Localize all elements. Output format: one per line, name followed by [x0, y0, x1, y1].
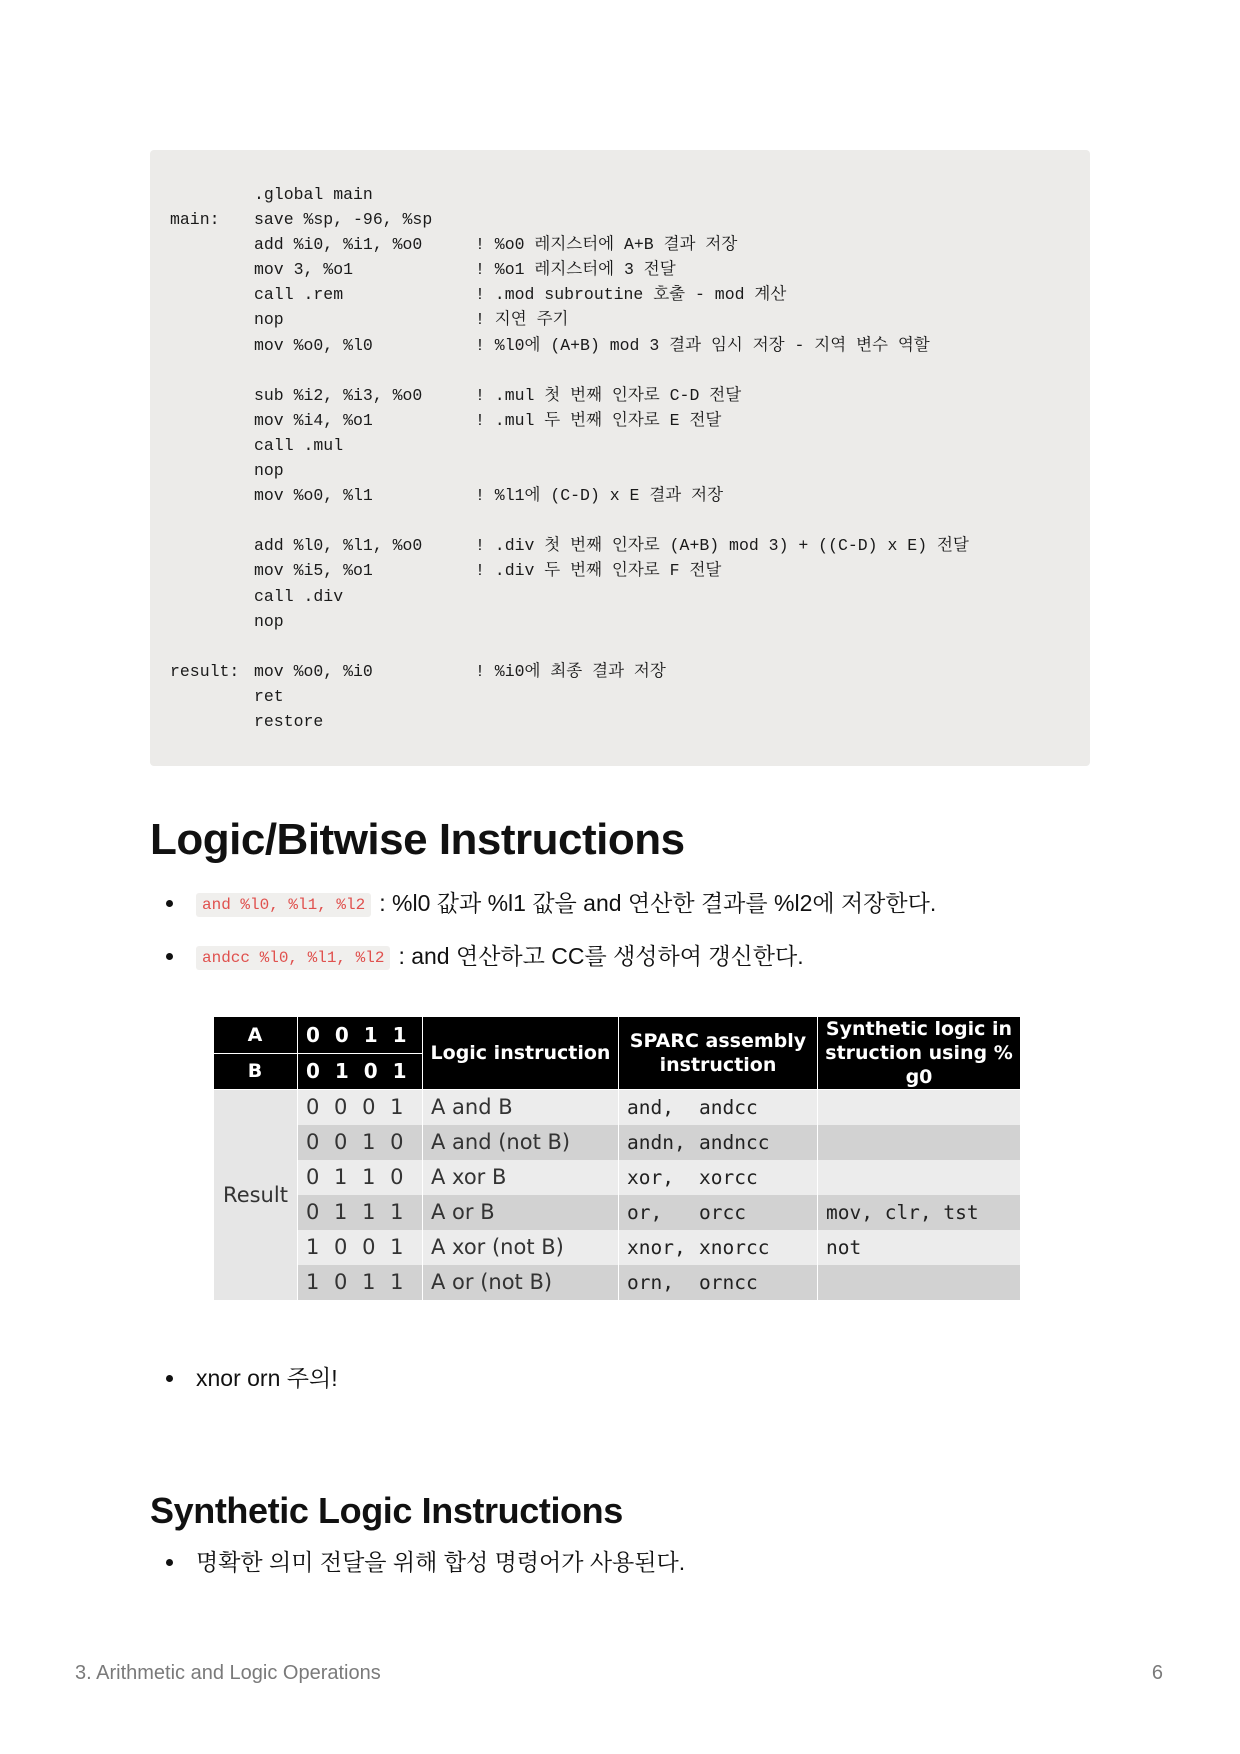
result-bits	[298, 1125, 423, 1160]
code-comment: ! %l0에 (A+B) mod 3 결과 임시 저장 - 지역 변수 역할	[475, 335, 930, 355]
result-bits-value: 1 0 0 1	[306, 1235, 408, 1259]
code-line	[170, 609, 1090, 634]
sparc-op: or,	[627, 1200, 663, 1224]
table-row	[214, 1265, 1021, 1300]
table-row	[214, 1160, 1021, 1195]
logic-instruction: A or B	[423, 1195, 619, 1230]
code-line	[170, 584, 1090, 609]
sparc-instruction	[619, 1230, 818, 1265]
code-instruction: .global main	[254, 185, 373, 204]
code-line	[170, 383, 1090, 408]
sparc-op-cc: orcc	[699, 1200, 746, 1224]
code-line	[170, 307, 1090, 332]
footer-chapter-title: 3. Arithmetic and Logic Operations	[75, 1662, 381, 1684]
code-line	[170, 458, 1090, 483]
code-line	[170, 358, 1090, 383]
code-instruction: nop	[254, 461, 284, 481]
result-bits	[298, 1090, 423, 1125]
bullet-xnor-orn-text: xnor orn 주의!	[196, 1365, 338, 1391]
header-sparc-line-2: instruction	[659, 1054, 777, 1076]
result-bits-value: 0 1 1 1	[306, 1200, 408, 1224]
code-comment: ! .div 첫 번째 인자로 (A+B) mod 3) + ((C-D) x E) 전달	[475, 536, 969, 556]
sparc-op: andn,	[627, 1130, 686, 1154]
code-line	[170, 558, 1090, 583]
result-bits	[298, 1160, 423, 1195]
synthetic-instruction	[818, 1125, 1021, 1160]
sparc-op-cc: orncc	[699, 1270, 758, 1294]
header-logic-instruction: Logic instruction	[423, 1017, 619, 1090]
header-synthetic-logic	[818, 1017, 1021, 1090]
logic-instruction: A xor (not B)	[423, 1230, 619, 1265]
code-instruction: ret	[254, 686, 284, 706]
code-label: main:	[170, 210, 220, 230]
code-line	[170, 684, 1090, 709]
code-instruction: nop	[254, 611, 284, 631]
section-title-synthetic-logic: Synthetic Logic Instructions	[150, 1490, 623, 1531]
sparc-op: orn,	[627, 1270, 674, 1294]
sparc-op: and,	[627, 1095, 674, 1119]
code-line	[170, 182, 1090, 207]
table-row	[214, 1125, 1021, 1160]
sparc-instruction	[619, 1265, 818, 1300]
sparc-instruction	[619, 1195, 818, 1230]
code-comment: ! 지연 주기	[475, 310, 569, 330]
synthetic-instruction	[818, 1265, 1021, 1300]
code-block	[150, 150, 1090, 766]
code-comment: ! %o1 레지스터에 3 전달	[475, 260, 676, 280]
header-synth-line-1: Synthetic logic in	[825, 1018, 1013, 1040]
synthetic-instruction: mov, clr, tst	[818, 1195, 1021, 1230]
b-bits: 0 1 0 1	[306, 1059, 411, 1084]
bullet-synthetic-text: 명확한 의미 전달을 위해 합성 명령어가 사용된다.	[196, 1549, 686, 1575]
sparc-op: xnor,	[627, 1235, 686, 1259]
inline-code-andcc: andcc %l0, %l1, %l2	[196, 946, 390, 970]
sparc-op-cc: xorcc	[699, 1165, 758, 1189]
code-line	[170, 257, 1090, 282]
code-line	[170, 333, 1090, 358]
footer-page-number: 6	[1151, 1662, 1163, 1684]
sparc-op-cc: xnorcc	[699, 1235, 770, 1259]
a-bits: 0 0 1 1	[306, 1022, 411, 1047]
header-a-label: A	[214, 1017, 298, 1054]
sparc-op: xor,	[627, 1165, 674, 1189]
code-instruction: save %sp, -96, %sp	[254, 210, 433, 230]
synthetic-instruction: not	[818, 1230, 1021, 1265]
header-sparc-line-1: SPARC assembly	[629, 1030, 807, 1052]
code-line	[170, 483, 1090, 508]
code-line	[170, 709, 1090, 734]
code-instruction: call .rem	[254, 285, 344, 305]
code-instruction: mov 3, %o1	[254, 260, 354, 280]
table-row	[214, 1090, 1021, 1125]
table-row	[214, 1195, 1021, 1230]
sparc-op-cc: andncc	[699, 1130, 770, 1154]
sparc-op-cc: andcc	[699, 1095, 758, 1119]
result-bits	[298, 1230, 423, 1265]
section-title-logic-bitwise: Logic/Bitwise Instructions	[150, 815, 685, 864]
code-instruction: mov %o0, %l0	[254, 335, 373, 355]
code-line	[170, 232, 1090, 257]
result-label: Result	[214, 1090, 298, 1300]
code-instruction: mov %i5, %o1	[254, 561, 373, 581]
code-instruction: sub %i2, %i3, %o0	[254, 385, 423, 405]
header-synth-line-3: g0	[905, 1066, 933, 1088]
code-line	[170, 207, 1090, 232]
header-synth-line-2: struction using %	[825, 1042, 1013, 1064]
result-bits-value: 1 0 1 1	[306, 1270, 408, 1294]
result-bits	[298, 1195, 423, 1230]
code-line	[170, 433, 1090, 458]
code-line	[170, 408, 1090, 433]
bullet-and-text: : %l0 값과 %l1 값을 and 연산한 결과를 %l2에 저장한다.	[379, 890, 937, 916]
header-sparc-assembly	[619, 1017, 818, 1090]
code-instruction: call .div	[254, 586, 344, 606]
code-instruction: add %l0, %l1, %o0	[254, 536, 423, 556]
header-b-bits	[298, 1053, 423, 1090]
code-comment: ! %l1에 (C-D) x E 결과 저장	[475, 486, 724, 506]
code-line	[170, 282, 1090, 307]
logic-instruction: A or (not B)	[423, 1265, 619, 1300]
logic-instruction-table	[213, 1016, 1021, 1300]
result-bits-value: 0 0 0 1	[306, 1095, 408, 1120]
logic-instruction: A xor B	[423, 1160, 619, 1195]
result-bits-value: 0 1 1 0	[306, 1165, 408, 1189]
sparc-instruction	[619, 1090, 818, 1125]
synthetic-instruction	[818, 1090, 1021, 1125]
logic-instruction: A and (not B)	[423, 1125, 619, 1160]
header-b-label: B	[214, 1053, 298, 1090]
logic-instruction: A and B	[423, 1090, 619, 1125]
code-line	[170, 659, 1090, 684]
inline-code-and: and %l0, %l1, %l2	[196, 893, 371, 917]
code-label: result:	[170, 661, 240, 681]
code-instruction: call .mul	[254, 435, 344, 455]
code-line	[170, 533, 1090, 558]
code-comment: ! .mul 첫 번째 인자로 C-D 전달	[475, 385, 742, 405]
bullet-andcc-text: : and 연산하고 CC를 생성하여 갱신한다.	[398, 943, 804, 969]
code-instruction: restore	[254, 711, 324, 731]
result-bits	[298, 1265, 423, 1300]
code-comment: ! %i0에 최종 결과 저장	[475, 661, 666, 681]
code-comment: ! %o0 레지스터에 A+B 결과 저장	[475, 235, 738, 255]
synthetic-instruction	[818, 1160, 1021, 1195]
code-comment: ! .div 두 번째 인자로 F 전달	[475, 561, 722, 581]
code-instruction: mov %i4, %o1	[254, 410, 373, 430]
header-a-bits	[298, 1017, 423, 1054]
code-comment: ! .mul 두 번째 인자로 E 전달	[475, 410, 722, 430]
table-row	[214, 1230, 1021, 1265]
code-line	[170, 634, 1090, 659]
code-instruction: mov %o0, %i0	[254, 661, 373, 681]
code-instruction: mov %o0, %l1	[254, 486, 373, 506]
code-instruction: add %i0, %i1, %o0	[254, 235, 423, 255]
result-bits-value: 0 0 1 0	[306, 1130, 408, 1154]
code-instruction: nop	[254, 310, 284, 330]
sparc-instruction	[619, 1160, 818, 1195]
sparc-instruction	[619, 1125, 818, 1160]
code-comment: ! .mod subroutine 호출 - mod 계산	[475, 285, 787, 305]
code-line	[170, 508, 1090, 533]
